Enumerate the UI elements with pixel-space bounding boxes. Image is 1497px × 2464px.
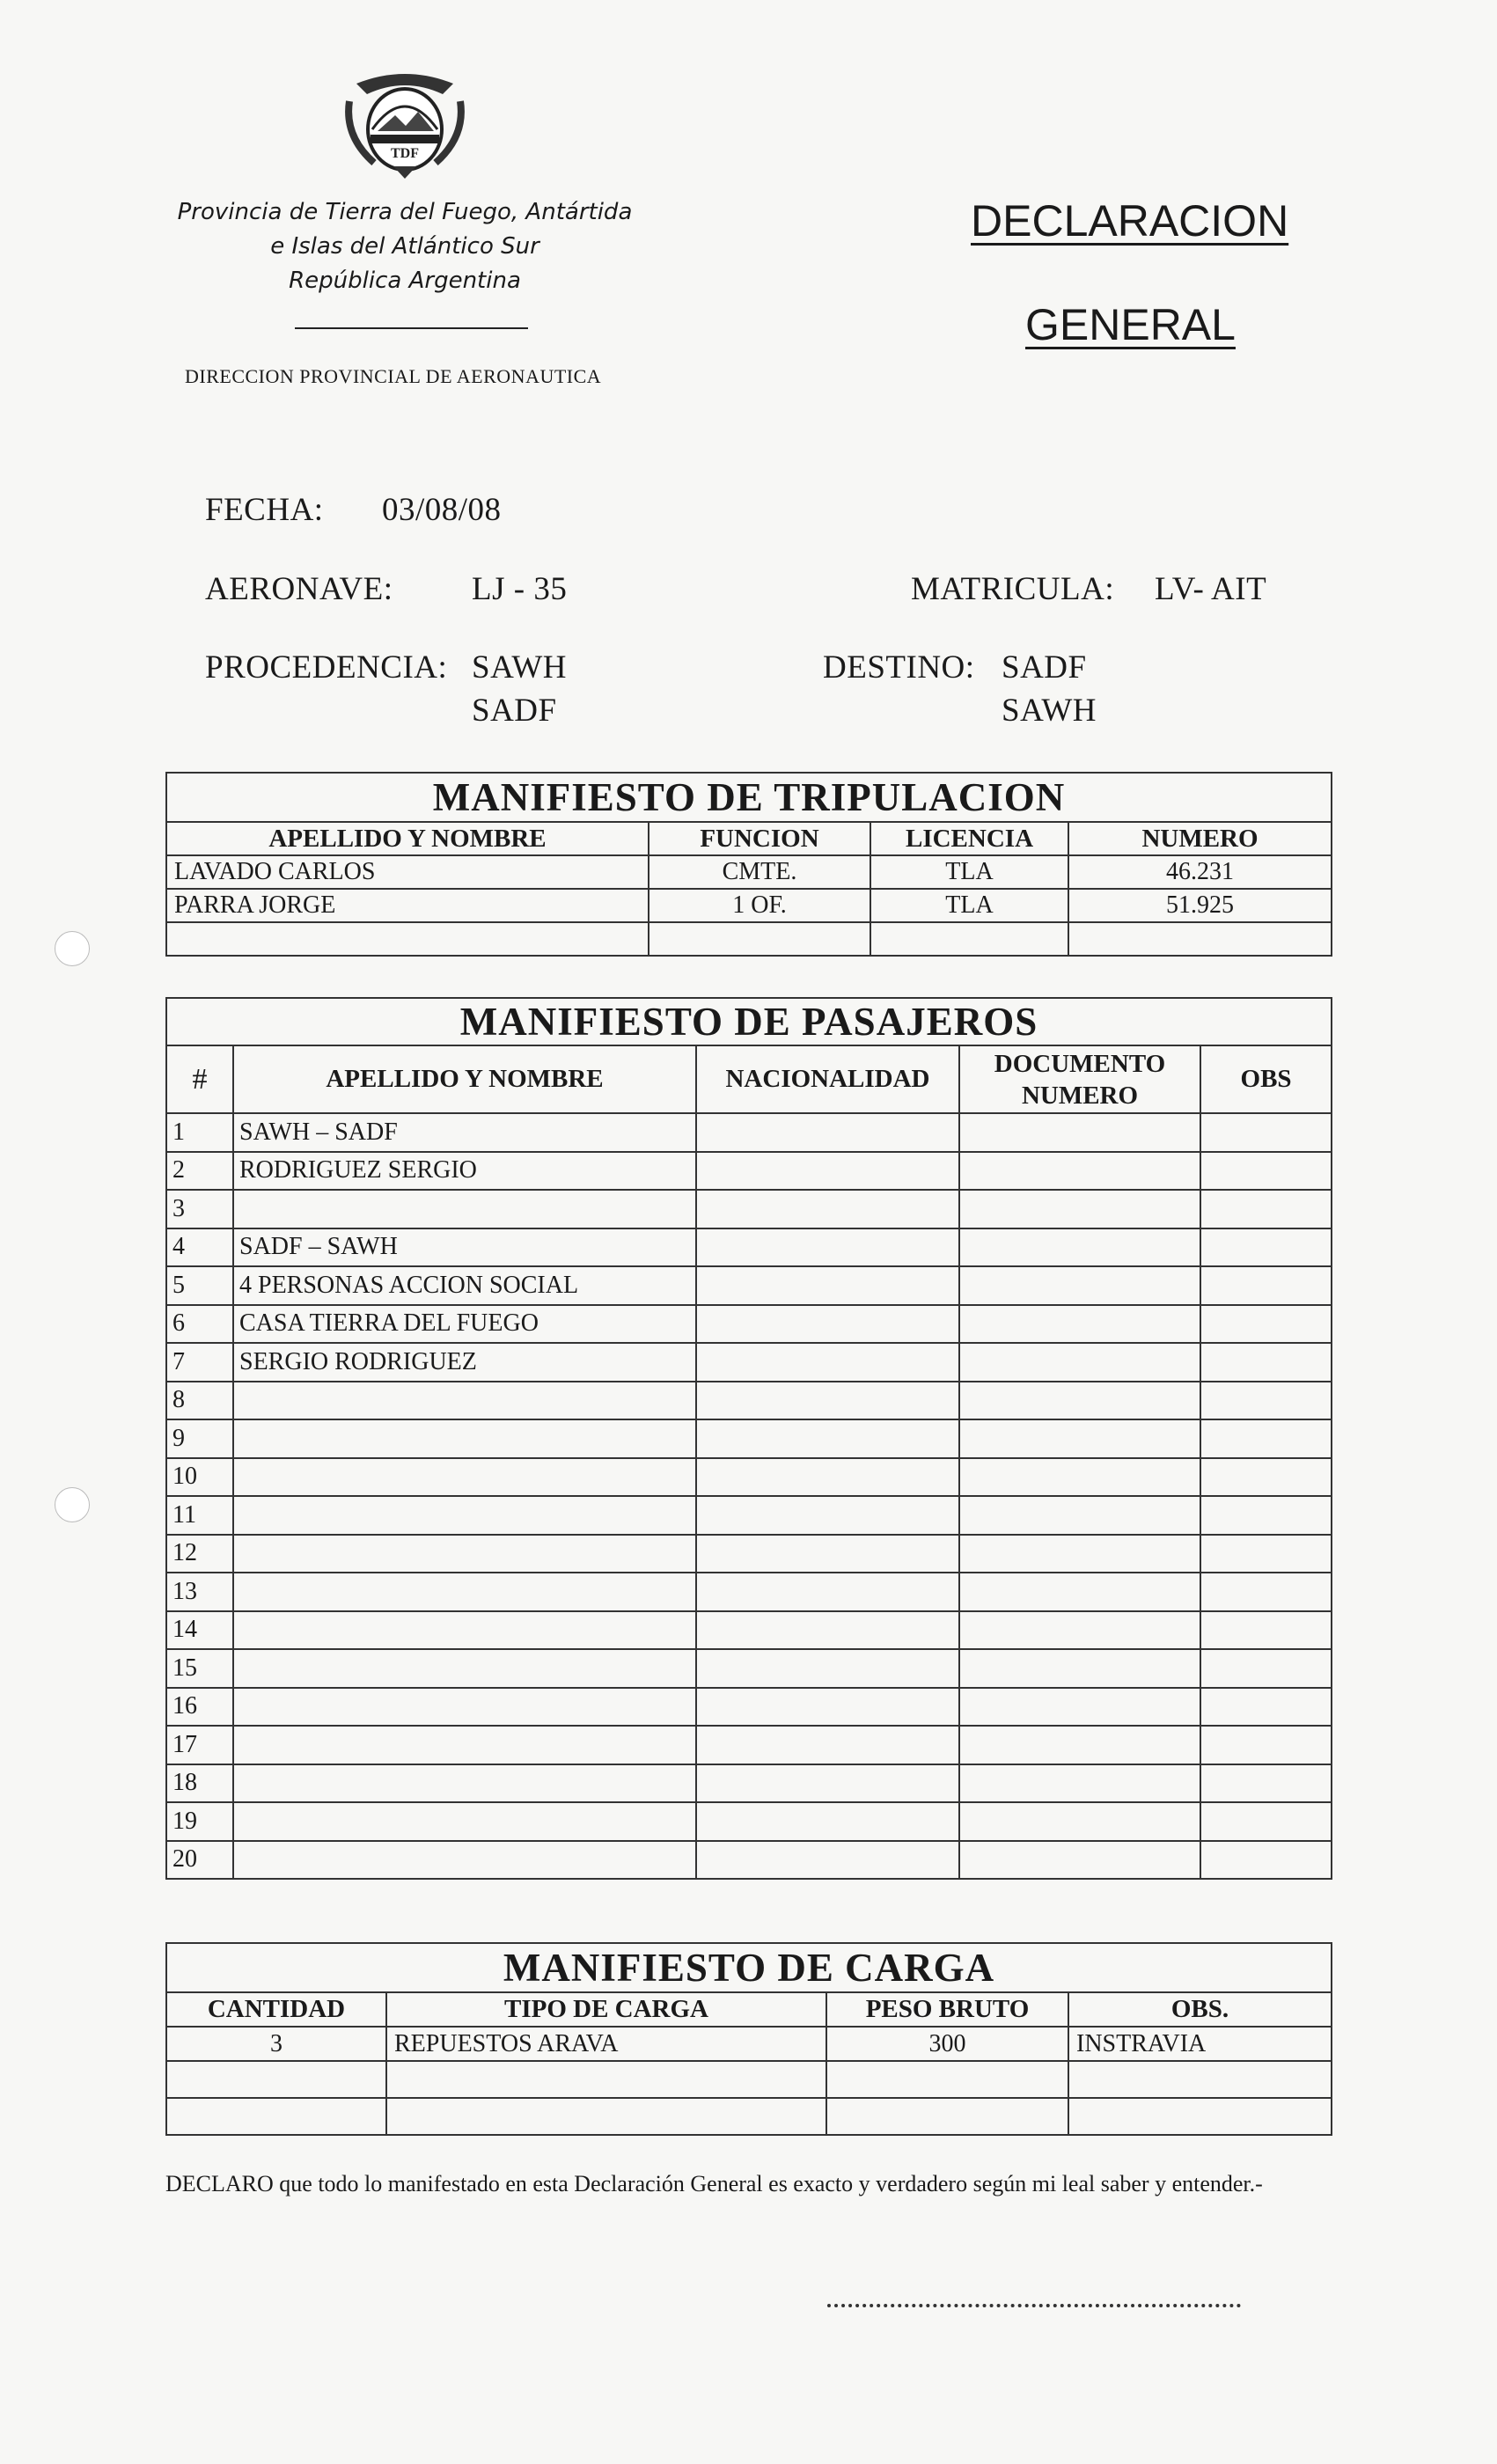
pax-document [959,1343,1200,1382]
pax-name [233,1190,696,1228]
table-row [166,1343,1332,1382]
punch-hole [55,1487,90,1522]
table-row [166,1266,1332,1305]
table-row [166,1419,1332,1458]
crew-header-name: APELLIDO Y NOMBRE [166,822,649,855]
pax-nationality [696,1802,959,1841]
pax-nationality [696,1419,959,1458]
pax-name [233,1535,696,1573]
procedencia-value-1: SAWH [472,649,567,686]
pax-name: RODRIGUEZ SERGIO [233,1152,696,1191]
table-row [166,1382,1332,1420]
passenger-manifest-table [165,997,1332,1880]
table-row [166,1649,1332,1688]
crew-license [870,922,1068,956]
pax-obs [1200,1190,1332,1228]
table-row [166,1764,1332,1803]
pax-index: 12 [166,1535,233,1573]
provincial-coat-of-arms-icon [339,66,471,180]
pax-name [233,1382,696,1420]
pax-nationality [696,1573,959,1611]
pax-nationality [696,1764,959,1803]
declaration-statement: DECLARO que todo lo manifestado en esta Declaración General es exacto y verdadero según mi leal saber y entender.- [165,2171,1263,2196]
pax-obs [1200,1841,1332,1880]
pax-header-name: APELLIDO Y NOMBRE [233,1045,696,1113]
pax-obs [1200,1535,1332,1573]
table-row [166,2061,1332,2098]
pax-nationality [696,1343,959,1382]
pax-nationality [696,1649,959,1688]
province-line-3: República Argentina [289,268,521,294]
table-row [166,922,1332,956]
table-row [166,1726,1332,1764]
cargo-quantity [166,2098,386,2135]
pax-nationality [696,1228,959,1267]
cargo-type [386,2098,826,2135]
table-row [166,1841,1332,1880]
pax-index: 20 [166,1841,233,1880]
pax-document [959,1496,1200,1535]
pax-index: 1 [166,1113,233,1152]
province-line-2: e Islas del Atlántico Sur [270,233,539,260]
aeronave-value: LJ - 35 [472,571,568,607]
document-title-line-1: DECLARACION [971,196,1289,246]
pax-index: 17 [166,1726,233,1764]
pax-obs [1200,1228,1332,1267]
pax-obs [1200,1496,1332,1535]
pax-nationality [696,1726,959,1764]
pax-name [233,1802,696,1841]
crew-name: PARRA JORGE [166,889,649,922]
pax-document [959,1305,1200,1344]
pax-header-nationality: NACIONALIDAD [696,1045,959,1113]
crew-license: TLA [870,855,1068,889]
pax-index: 10 [166,1458,233,1497]
pax-index: 3 [166,1190,233,1228]
cargo-quantity: 3 [166,2027,386,2061]
pax-document [959,1649,1200,1688]
pax-index: 13 [166,1573,233,1611]
cargo-header-type: TIPO DE CARGA [386,1992,826,2027]
pax-obs [1200,1573,1332,1611]
cargo-header-quantity: CANTIDAD [166,1992,386,2027]
pax-name [233,1649,696,1688]
cargo-manifest-title: MANIFIESTO DE CARGA [166,1943,1332,1992]
pax-index: 5 [166,1266,233,1305]
crew-function: 1 OF. [649,889,870,922]
pax-document [959,1841,1200,1880]
crew-manifest-title: MANIFIESTO DE TRIPULACION [166,773,1332,822]
pax-obs [1200,1343,1332,1382]
crew-header-number: NUMERO [1068,822,1332,855]
table-row [166,1190,1332,1228]
pax-document [959,1573,1200,1611]
pax-nationality [696,1688,959,1727]
pax-document [959,1802,1200,1841]
crew-name [166,922,649,956]
procedencia-value-2: SADF [472,693,557,729]
emblem-text: TDF [391,146,419,161]
pax-name: CASA TIERRA DEL FUEGO [233,1305,696,1344]
pax-index: 7 [166,1343,233,1382]
pax-document [959,1764,1200,1803]
pax-name: SAWH – SADF [233,1113,696,1152]
table-row [166,855,1332,889]
table-row [166,1458,1332,1497]
destino-value-2: SAWH [1002,693,1097,729]
pax-document [959,1190,1200,1228]
pax-document [959,1419,1200,1458]
pax-index: 6 [166,1305,233,1344]
pax-nationality [696,1458,959,1497]
destino-label: DESTINO: [823,649,975,686]
cargo-header-weight: PESO BRUTO [826,1992,1068,2027]
pax-name: SERGIO RODRIGUEZ [233,1343,696,1382]
crew-number: 51.925 [1068,889,1332,922]
table-row [166,1573,1332,1611]
destino-value-1: SADF [1002,649,1087,686]
document-title-line-2: GENERAL [1025,300,1236,349]
province-line-1: Provincia de Tierra del Fuego, Antártida [177,199,633,225]
pax-index: 2 [166,1152,233,1191]
table-row [166,1802,1332,1841]
header-divider [295,327,528,329]
table-row [166,2027,1332,2061]
pax-index: 11 [166,1496,233,1535]
cargo-type [386,2061,826,2098]
pax-name [233,1419,696,1458]
pax-name [233,1726,696,1764]
crew-license: TLA [870,889,1068,922]
pax-document [959,1228,1200,1267]
pax-obs [1200,1611,1332,1650]
pax-document [959,1726,1200,1764]
pax-obs [1200,1649,1332,1688]
pax-nationality [696,1496,959,1535]
pax-header-document: DOCUMENTO NUMERO [959,1045,1200,1113]
pax-name: 4 PERSONAS ACCION SOCIAL [233,1266,696,1305]
pax-name [233,1573,696,1611]
table-row [166,889,1332,922]
aeronave-label: AERONAVE: [205,571,393,607]
cargo-weight [826,2061,1068,2098]
table-row [166,1305,1332,1344]
pax-nationality [696,1190,959,1228]
cargo-type: REPUESTOS ARAVA [386,2027,826,2061]
pax-nationality [696,1113,959,1152]
table-row [166,1611,1332,1650]
pax-document [959,1611,1200,1650]
pax-obs [1200,1688,1332,1727]
pax-index: 9 [166,1419,233,1458]
pax-header-obs: OBS [1200,1045,1332,1113]
pax-name [233,1611,696,1650]
pax-obs [1200,1305,1332,1344]
cargo-manifest-table [165,1942,1332,2136]
pax-nationality [696,1152,959,1191]
matricula-value: LV- AIT [1155,571,1267,607]
pax-header-index: # [166,1045,233,1113]
cargo-quantity [166,2061,386,2098]
pax-obs [1200,1802,1332,1841]
pax-obs [1200,1113,1332,1152]
pax-index: 8 [166,1382,233,1420]
pax-document [959,1382,1200,1420]
cargo-header-obs: OBS. [1068,1992,1332,2027]
pax-nationality [696,1611,959,1650]
pax-obs [1200,1382,1332,1420]
pax-index: 16 [166,1688,233,1727]
pax-obs [1200,1266,1332,1305]
pax-name [233,1458,696,1497]
table-row [166,2098,1332,2135]
table-row [166,1496,1332,1535]
matricula-label: MATRICULA: [911,571,1115,607]
table-row [166,1688,1332,1727]
pax-document [959,1266,1200,1305]
pax-obs [1200,1764,1332,1803]
pax-document [959,1113,1200,1152]
fecha-value: 03/08/08 [382,492,502,528]
signature-line [827,2304,1241,2307]
cargo-obs: INSTRAVIA [1068,2027,1332,2061]
table-row [166,1228,1332,1267]
crew-manifest-table [165,772,1332,957]
table-row [166,1113,1332,1152]
crew-function [649,922,870,956]
pax-nationality [696,1382,959,1420]
cargo-weight: 300 [826,2027,1068,2061]
pax-obs [1200,1152,1332,1191]
pax-index: 19 [166,1802,233,1841]
pax-document [959,1152,1200,1191]
pax-index: 4 [166,1228,233,1267]
pax-name [233,1496,696,1535]
pax-nationality [696,1305,959,1344]
crew-header-function: FUNCION [649,822,870,855]
table-row [166,1152,1332,1191]
crew-name: LAVADO CARLOS [166,855,649,889]
pax-name [233,1841,696,1880]
pax-document [959,1535,1200,1573]
crew-number: 46.231 [1068,855,1332,889]
pax-index: 14 [166,1611,233,1650]
crew-function: CMTE. [649,855,870,889]
pax-name [233,1688,696,1727]
pax-nationality [696,1266,959,1305]
pax-obs [1200,1726,1332,1764]
table-row [166,1535,1332,1573]
pax-index: 18 [166,1764,233,1803]
cargo-obs [1068,2061,1332,2098]
pax-name: SADF – SAWH [233,1228,696,1267]
cargo-obs [1068,2098,1332,2135]
crew-number [1068,922,1332,956]
fecha-label: FECHA: [205,492,324,528]
pax-nationality [696,1841,959,1880]
pax-index: 15 [166,1649,233,1688]
pax-document [959,1458,1200,1497]
pax-nationality [696,1535,959,1573]
procedencia-label: PROCEDENCIA: [205,649,448,686]
pax-name [233,1764,696,1803]
department-name: DIRECCION PROVINCIAL DE AERONAUTICA [185,365,602,387]
crew-header-license: LICENCIA [870,822,1068,855]
passenger-manifest-title: MANIFIESTO DE PASAJEROS [166,998,1332,1045]
cargo-weight [826,2098,1068,2135]
pax-document [959,1688,1200,1727]
punch-hole [55,931,90,966]
pax-obs [1200,1419,1332,1458]
pax-obs [1200,1458,1332,1497]
